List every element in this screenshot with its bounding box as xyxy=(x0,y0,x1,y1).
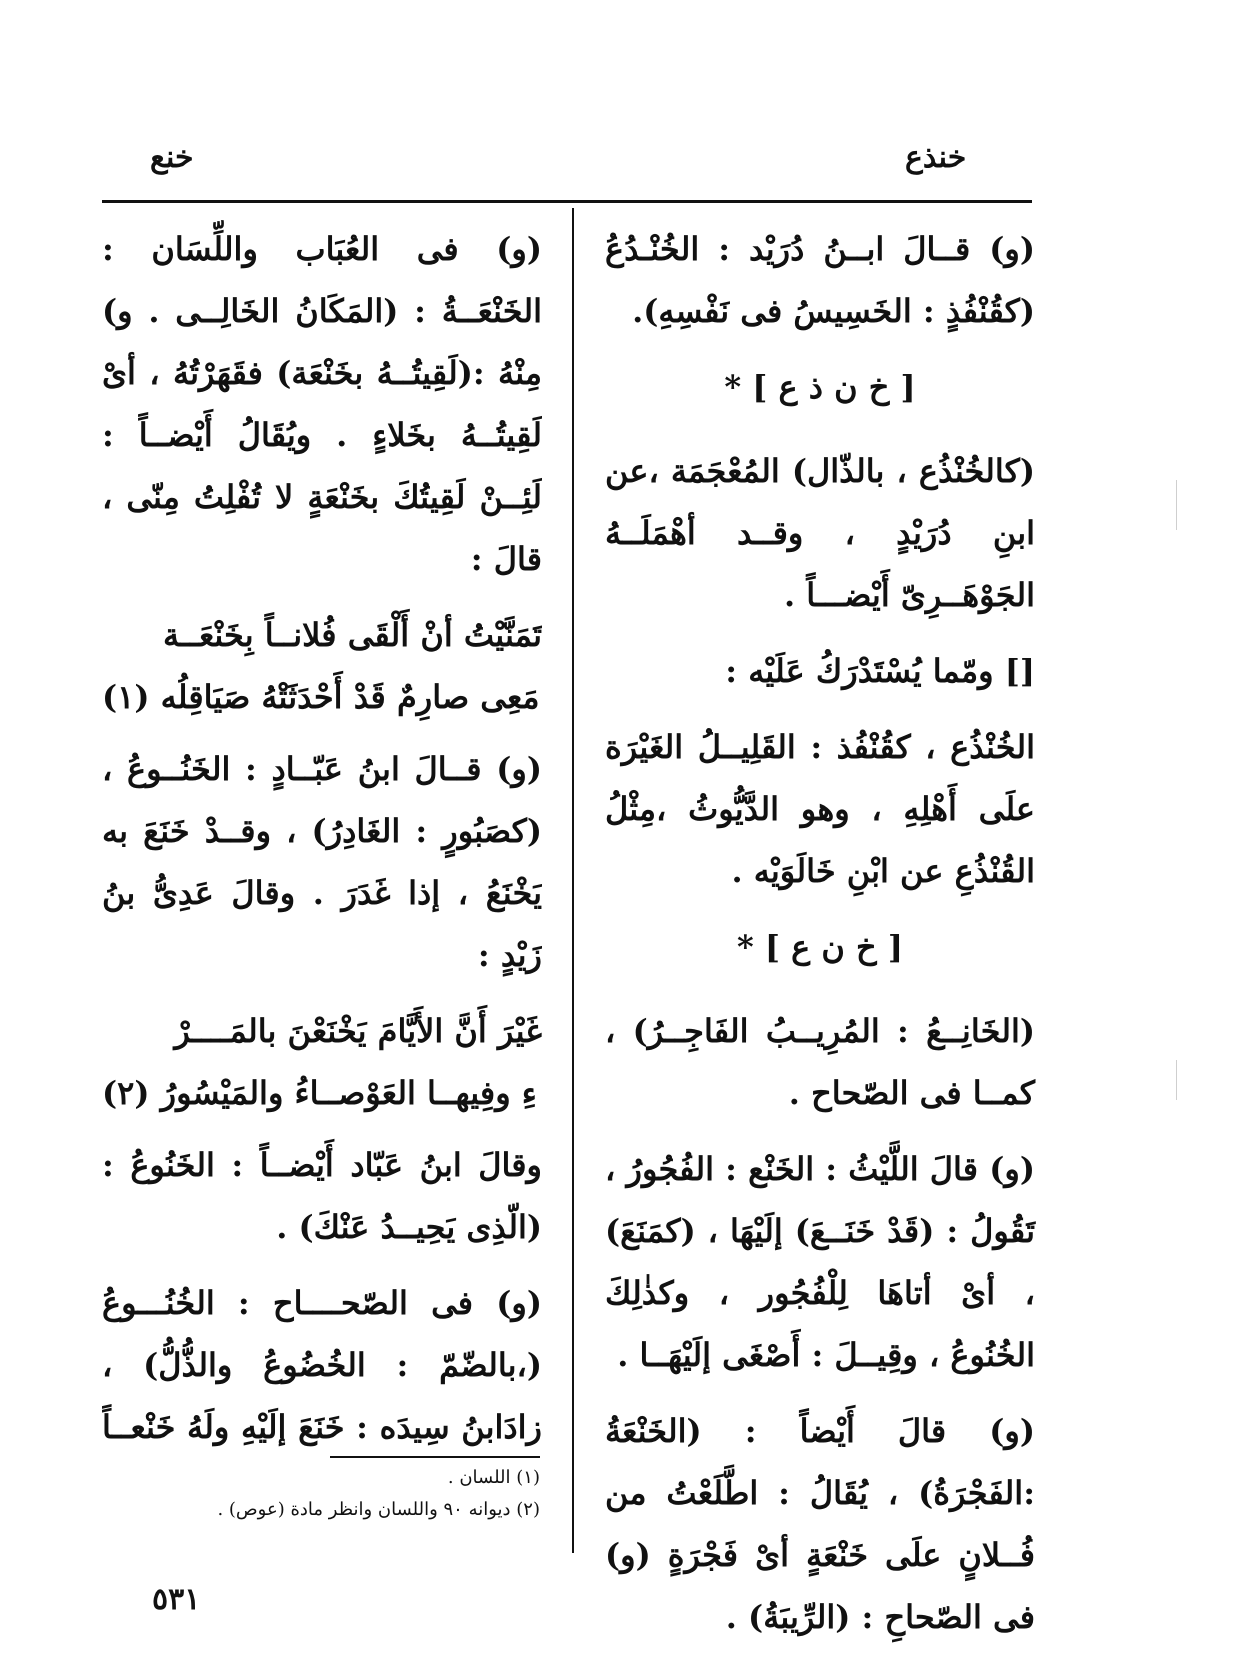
verse-second-hemistich: مَعِى صارِمٌ قَدْ أَحْدَثَتْهُ صَيَاقِلُه (١) xyxy=(102,678,540,716)
right-column xyxy=(605,218,1035,1662)
footnotes xyxy=(180,1462,540,1526)
left-column xyxy=(102,218,542,1453)
scan-edge-mark xyxy=(1176,1060,1177,1100)
paragraph: (و) فى العُبَاب واللِّسَان : الخَنْعَــةُ : (المَكَانُ الخَالِــى . و) مِنْهُ :(لَقِيتُــهُ بخَنْعَة) فقَهَرْتُهُ ، أىْ لَقِيتُــهُ بخَلاءٍ . ويُقَالُ أَيْضــاً : لَئِــنْ لَقِيتُكَ بخَنْعَةٍ لا تُفْلِتُ مِنّى ، قالَ : xyxy=(102,230,542,578)
footnote: (٢) ديوانه ٩٠ واللسان وانظر مادة (عوص) . xyxy=(217,1499,540,1520)
verse xyxy=(102,604,542,728)
paragraph: الخُنْذُع ، كقُنْفُذ : القَلِيــلُ الغَيْرَة علَى أَهْلِهِ ، وهو الدَّيُّوثُ ،مِثْلُ القُنْذُعِ عن ابْنِ خَالَوَيْه . xyxy=(605,728,1035,890)
header-right-entry-word: خنذع xyxy=(905,140,967,175)
verse xyxy=(102,1000,542,1124)
page-number: ٥٣١ xyxy=(152,1582,201,1617)
footnote-rule xyxy=(330,1456,540,1458)
paragraph: وقالَ ابنُ عَبّاد أَيْضــاً : الخَنُوعُ : (الّذِى يَحِيــدُ عَنْكَ) . xyxy=(102,1146,542,1246)
paragraph: (و) قــالَ ابــنُ دُرَيْد : الخُنْـدُعُ (كقُنْفُذٍ : الخَسِيسُ فى نَفْسِهِ). xyxy=(605,230,1035,330)
header-rule xyxy=(102,200,1032,203)
paragraph: (و) فى الصّحــــاح : الخُنُـــوعُ (،بالضّمّ : الخُضُوعُ والذُّلُّ) ، زادَابنُ سِيدَه : خَنَعَ إلَيْهِ ولَهُ خَنْعــاً xyxy=(102,1284,542,1446)
verse-first-hemistich: غَيْرَ أَنَّ الأَيَّامَ يَخْنَعْنَ بالمَــــرْ xyxy=(174,1012,542,1050)
paragraph: (و) قالَ اللَّيْثُ : الخَنْع : الفُجُورُ ، تَقُولُ : (قَدْ خَنَــعَ) إلَيْهَا ، (كمَنَعَ) ، أىْ أتاهَا لِلْفُجُور ، وكذٰلِكَ الخُنُوعُ ، وقِيــلَ : أَصْغَى إلَيْهَــا . xyxy=(605,1150,1035,1374)
root-heading: [ خ ن ذ ع ] * xyxy=(724,368,916,406)
verse-first-hemistich: تَمَنَّيْتُ أنْ أَلْقَى فُلانــاً بِخَنْعَــة xyxy=(163,616,542,654)
paragraph: (و) قــالَ ابنُ عَبّــادٍ : الخَنُــوعُ ، (كصَبُورٍ : الغَادِرُ) ، وقــدْ خَنَعَ به يَخْنَعُ ، إذا غَدَرَ . وقالَ عَدِىُّ بنُ زَيْدٍ : xyxy=(102,750,542,974)
root-heading: [ خ ن ع ] * xyxy=(737,928,903,966)
header-left-entry-word: خنع xyxy=(150,140,194,175)
paragraph: [] ومّما يُسْتَدْرَكُ عَلَيْه : xyxy=(725,652,1035,690)
paragraph: (و) قالَ أَيْضاً : (الخَنْعَةُ :الفَجْرَةُ) ، يُقَالُ : اطَّلَعْتُ من فُــلانٍ علَى خَنْعَةٍ أىْ فَجْرَةٍ (و) فى الصّحاحِ : (الرِّيبَةُ) . xyxy=(605,1412,1035,1636)
scan-edge-mark xyxy=(1176,480,1177,530)
column-divider xyxy=(572,208,574,1553)
verse-second-hemistich: ءِ وفِيهــا العَوْصــاءُ والمَيْسُورُ (٢) xyxy=(102,1074,537,1112)
paragraph: (الخَانِــعُ : المُرِيــبُ الفَاجِــرُ) ، كمــا فى الصّحاح . xyxy=(605,1012,1035,1112)
footnote: (١) اللسان . xyxy=(447,1467,540,1488)
paragraph: (كالخُنْذُع ، بالذّال) المُعْجَمَة ،عن ابنِ دُرَيْدٍ ، وقــد أهْمَلَــهُ الجَوْهَــرِىّ أَيْضـــاً . xyxy=(605,452,1035,614)
